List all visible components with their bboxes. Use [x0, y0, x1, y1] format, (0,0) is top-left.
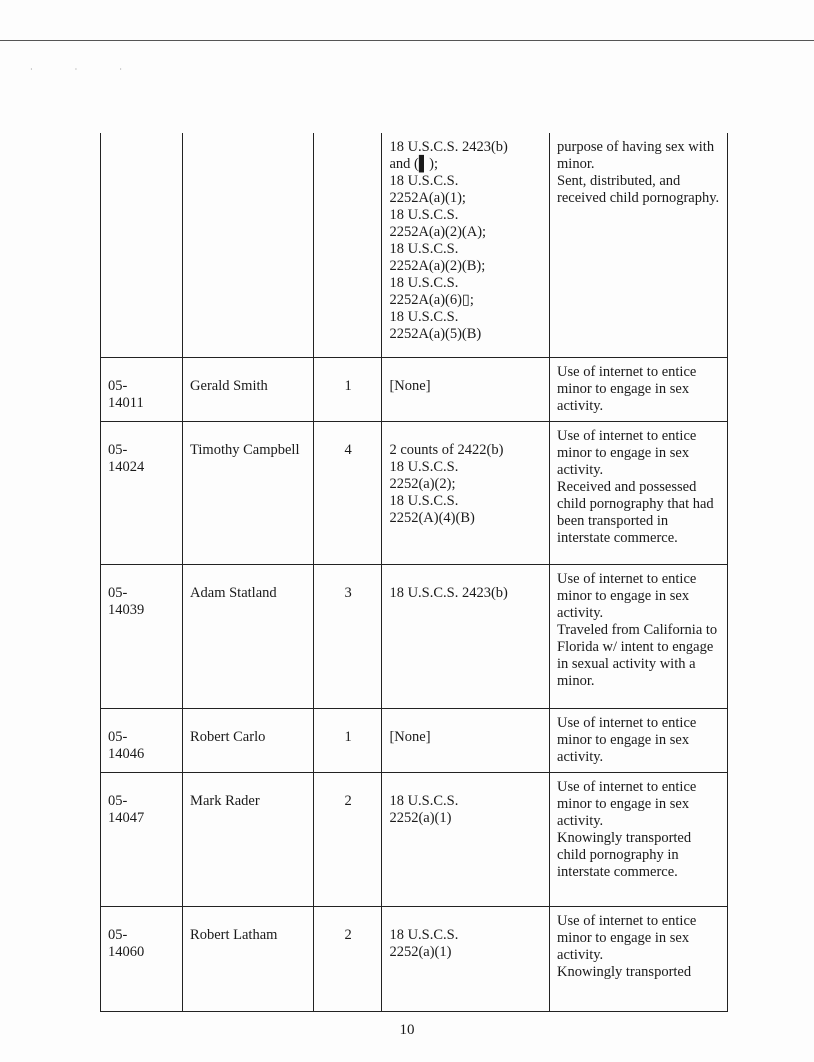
statute-line: 2252A(a)(6)▯; [389, 292, 474, 308]
conduct-cell [550, 772, 728, 906]
conduct-line: Received and possessed child pornography that had been transported in interstate commerce. [557, 478, 714, 546]
conduct-cell [550, 133, 728, 357]
counts-cell: 4 [313, 421, 382, 564]
case-number-cell [101, 772, 183, 906]
statute-line: 18 U.S.C.S. [389, 926, 459, 943]
statutes-cell [382, 906, 550, 1011]
counts-cell: 3 [313, 564, 382, 708]
table-row [101, 357, 728, 421]
conduct-line: Use of internet to entice minor to engage in sex activity. [557, 427, 697, 478]
statute-line: 18 U.S.C.S. 2423(b) [389, 584, 508, 601]
table-row [101, 772, 728, 906]
statute-line: 18 U.S.C.S. [389, 492, 459, 509]
counts-cell: 2 [313, 906, 382, 1011]
defendant-name-cell: Gerald Smith [183, 357, 314, 421]
header-rule [0, 40, 814, 41]
statute-line: 18 U.S.C.S. [389, 207, 459, 223]
table-row [101, 564, 728, 708]
statute-line: [None] [389, 728, 431, 745]
counts-cell: 1 [313, 708, 382, 772]
statute-line: and (▌); [389, 156, 438, 172]
case-number: 05- 14039 [108, 584, 145, 618]
statute-line: 2252A(a)(5)(B) [389, 326, 482, 342]
table-row [101, 133, 728, 357]
case-number-cell [101, 708, 183, 772]
statute-line: 18 U.S.C.S. [389, 275, 459, 291]
conduct-line: Use of internet to entice minor to engage in sex activity. [557, 778, 697, 829]
statutes-cell [382, 708, 550, 772]
counts-cell: 1 [313, 357, 382, 421]
table-row [101, 421, 728, 564]
conduct-line: Use of internet to entice minor to engage in sex activity. [557, 570, 697, 621]
statute-line: 2252(a)(1) [389, 809, 452, 826]
statute-line: 2252A(a)(2)(B); [389, 258, 486, 274]
conduct-line: Use of internet to entice minor to engage in sex activity. [557, 714, 697, 765]
case-number-cell [101, 133, 183, 357]
case-table [100, 133, 728, 1012]
conduct-line: Use of internet to entice minor to engage in sex activity. [557, 363, 697, 414]
case-number-cell [101, 564, 183, 708]
case-number: 05- 14024 [108, 441, 145, 475]
statute-line: 18 U.S.C.S. [389, 173, 459, 189]
counts-cell: 2 [313, 772, 382, 906]
table-row [101, 906, 728, 1011]
statute-line: 18 U.S.C.S. [389, 792, 459, 809]
statute-line: 2252A(a)(2)(A); [389, 224, 487, 240]
page-number: 10 [399, 1022, 415, 1038]
statute-line: 18 U.S.C.S. [389, 309, 459, 325]
case-number-cell [101, 357, 183, 421]
statute-line: 2252(a)(1) [389, 943, 452, 960]
case-number-cell [101, 906, 183, 1011]
statute-line: 18 U.S.C.S. [389, 458, 459, 475]
conduct-cell [550, 906, 728, 1011]
conduct-cell [550, 421, 728, 564]
statute-line: 2 counts of 2422(b) [389, 441, 504, 458]
statute-line: 2252(A)(4)(B) [389, 509, 475, 526]
statutes-cell [382, 564, 550, 708]
conduct-line: Knowingly transported [557, 963, 692, 980]
statute-line: 18 U.S.C.S. [389, 241, 459, 257]
table-row [101, 708, 728, 772]
case-number: 05- 14046 [108, 728, 145, 762]
conduct-cell [550, 357, 728, 421]
conduct-line: Sent, distributed, and received child pornography. [557, 173, 720, 206]
case-number: 05- 14047 [108, 792, 145, 826]
defendant-name-cell: Timothy Campbell [183, 421, 314, 564]
case-number: 05- 14060 [108, 926, 145, 960]
defendant-name-cell: Robert Latham [183, 906, 314, 1011]
conduct-line: Traveled from California to Florida w/ intent to engage in sexual activity with a minor. [557, 621, 718, 689]
statute-line: [None] [389, 377, 431, 394]
statute-line: 2252(a)(2); [389, 475, 456, 492]
case-number: 05- 14011 [108, 377, 144, 411]
statutes-cell [382, 772, 550, 906]
statutes-cell [382, 133, 550, 357]
defendant-name-cell [183, 133, 314, 357]
case-number-cell [101, 421, 183, 564]
conduct-line: purpose of having sex with minor. [557, 139, 715, 172]
counts-cell [313, 133, 382, 357]
scan-specks: · · · [30, 65, 142, 74]
defendant-name-cell: Adam Statland [183, 564, 314, 708]
conduct-line: Use of internet to entice minor to engage in sex activity. [557, 912, 697, 963]
statute-line: 2252A(a)(1); [389, 190, 466, 206]
statute-line: 18 U.S.C.S. 2423(b) [389, 139, 508, 155]
conduct-cell [550, 564, 728, 708]
conduct-cell [550, 708, 728, 772]
defendant-name-cell: Mark Rader [183, 772, 314, 906]
statutes-cell [382, 357, 550, 421]
defendant-name-cell: Robert Carlo [183, 708, 314, 772]
conduct-line: Knowingly transported child pornography in interstate commerce. [557, 829, 692, 880]
statutes-cell [382, 421, 550, 564]
